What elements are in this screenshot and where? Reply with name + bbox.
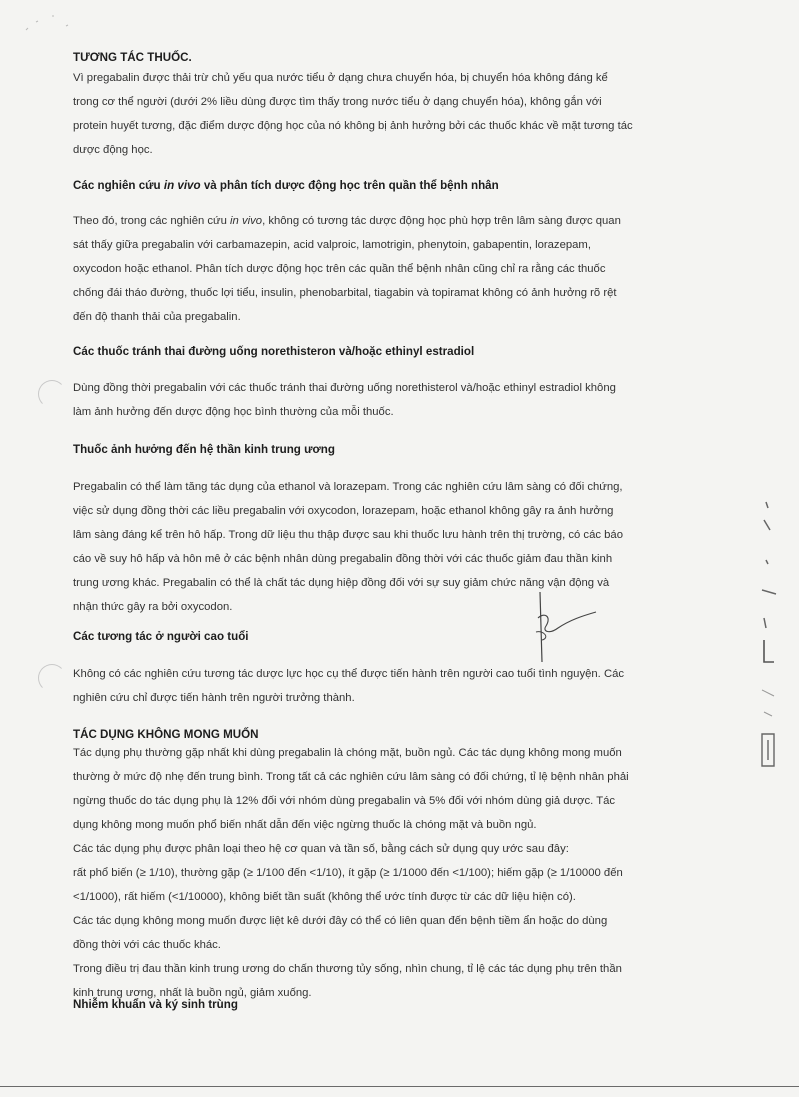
text-line: thường ở mức độ nhẹ đến trung bình. Trong tất cả các nghiên cứu lâm sàng có đối chứng, tỉ lệ bệnh nhân phải: [73, 771, 629, 783]
text-line: Các tác dụng không mong muốn được liệt kê dưới đây có thể có liên quan đến bệnh tiềm ẩn hoặc do dùng: [73, 915, 608, 927]
text-line: kinh trung ương, nhất là buồn ngủ, giảm xuống.: [73, 987, 312, 999]
paragraph: [73, 475, 723, 619]
text-line: nghiên cứu chỉ được tiến hành trên người trưởng thành.: [73, 692, 355, 704]
section-title: Nhiễm khuẩn và ký sinh trùng: [73, 998, 238, 1011]
text-line: trong cơ thể người (dưới 2% liều dùng được tìm thấy trong nước tiểu ở dạng chuyển hóa), không gắn với: [73, 96, 602, 108]
section-drug-interactions: [73, 50, 723, 66]
section-title: Các thuốc tránh thai đường uống norethisteron và/hoặc ethinyl estradiol: [73, 345, 475, 358]
text-line: oxycodon hoặc ethanol. Phân tích dược động học trên các quần thể bệnh nhân cũng chỉ ra rằng các thuốc: [73, 263, 606, 275]
text-line: lâm sàng đáng kể trên hô hấp. Trong dữ liệu thu thập được sau khi thuốc lưu hành trên thị trường, có các báo: [73, 529, 623, 541]
margin-scan-marks: [752, 490, 792, 790]
text-line: Không có các nghiên cứu tương tác dược lực học cụ thể được tiến hành trên người cao tuổi tình nguyện. Các: [73, 668, 625, 680]
punch-hole-mark: [38, 380, 66, 408]
section-contraceptives: [73, 344, 723, 360]
scan-speckle: [22, 8, 82, 38]
section-elderly: [73, 629, 723, 645]
section-title: Thuốc ảnh hưởng đến hệ thần kinh trung ương: [73, 443, 335, 456]
text-line: dược động học.: [73, 144, 153, 156]
text-line: việc sử dụng đồng thời các liều pregabalin với oxycodon, lorazepam, hoặc ethanol không gây ra ảnh hưởng: [73, 505, 614, 517]
text-line: Tác dụng phụ thường gặp nhất khi dùng pregabalin là chóng mặt, buồn ngủ. Các tác dụng không mong muốn: [73, 747, 622, 759]
text-line: làm ảnh hưởng đến dược động học bình thường của mỗi thuốc.: [73, 406, 394, 418]
section-cns-drugs: [73, 442, 723, 458]
text-line: trung ương khác. Pregabalin có thể là chất tác dụng hiệp đồng đối với sự suy giảm chức năng vận động và: [73, 577, 610, 589]
text-line: Trong điều trị đau thần kinh trung ương do chấn thương tủy sống, nhìn chung, tỉ lệ các tác dụng phụ trên thần: [73, 963, 622, 975]
section-title: TÁC DỤNG KHÔNG MONG MUỐN: [73, 728, 259, 741]
section-title: Các nghiên cứu in vivo và phân tích dược động học trên quần thể bệnh nhân: [73, 179, 499, 192]
text-line: nhận thức gây ra bởi oxycodon.: [73, 601, 233, 613]
paragraph: [73, 741, 723, 1005]
punch-hole-mark: [38, 664, 66, 692]
paragraph: [73, 662, 723, 710]
text-line: đồng thời với các thuốc khác.: [73, 939, 221, 951]
section-in-vivo: [73, 178, 723, 194]
text-line: Pregabalin có thể làm tăng tác dụng của ethanol và lorazepam. Trong các nghiên cứu lâm sàng có đối chứng,: [73, 481, 623, 493]
section-infections: [73, 997, 723, 1013]
bottom-edge-line: [0, 1086, 799, 1087]
text-line: dụng không mong muốn phổ biến nhất dẫn đến việc ngừng thuốc là chóng mặt và buồn ngủ.: [73, 819, 537, 831]
text-line: Theo đó, trong các nghiên cứu in vivo, không có tương tác dược động học phù hợp trên lâm sàng được quan: [73, 215, 621, 227]
paragraph: [73, 66, 723, 162]
text-line: Dùng đồng thời pregabalin với các thuốc tránh thai đường uống norethisterol và/hoặc ethinyl estradiol không: [73, 382, 616, 394]
text-line: Các tác dụng phụ được phân loại theo hệ cơ quan và tần số, bằng cách sử dụng quy ước sau đây:: [73, 843, 569, 855]
text-line: ngừng thuốc do tác dụng phụ là 12% đối với nhóm dùng pregabalin và 5% đối với nhóm dùng giả dược. Tác: [73, 795, 616, 807]
text-line: rất phổ biến (≥ 1/10), thường gặp (≥ 1/100 đến <1/10), ít gặp (≥ 1/1000 đến <1/100); hiếm gặp (≥ 1/10000 đến: [73, 867, 623, 879]
text-line: protein huyết tương, đặc điểm dược động học của nó không bị ảnh hưởng bởi các thuốc khác về mặt tương tác: [73, 120, 633, 132]
text-line: đến độ thanh thải của pregabalin.: [73, 311, 241, 323]
text-line: cáo về suy hô hấp và hôn mê ở các bệnh nhân dùng pregabalin đồng thời với các thuốc giảm đau thần kinh: [73, 553, 613, 565]
text-line: <1/1000), rất hiếm (<1/10000), không biết tần suất (không thể ước tính được từ các dữ liệu hiện có).: [73, 891, 576, 903]
paragraph: [73, 376, 723, 424]
section-title: Các tương tác ở người cao tuổi: [73, 630, 249, 643]
text-line: Vì pregabalin được thải trừ chủ yếu qua nước tiểu ở dạng chưa chuyển hóa, bị chuyển hóa không đáng kể: [73, 72, 608, 84]
text-line: sát thấy giữa pregabalin với carbamazepin, acid valproic, lamotrigin, phenytoin, gabapentin, lorazepam,: [73, 239, 591, 251]
paragraph: [73, 209, 723, 329]
handwritten-signature: [520, 588, 610, 666]
section-title: TƯƠNG TÁC THUỐC.: [73, 51, 192, 64]
text-line: chống đái tháo đường, thuốc lợi tiểu, insulin, phenobarbital, tiagabin và topiramat không có ảnh hưởng rõ rệt: [73, 287, 617, 299]
